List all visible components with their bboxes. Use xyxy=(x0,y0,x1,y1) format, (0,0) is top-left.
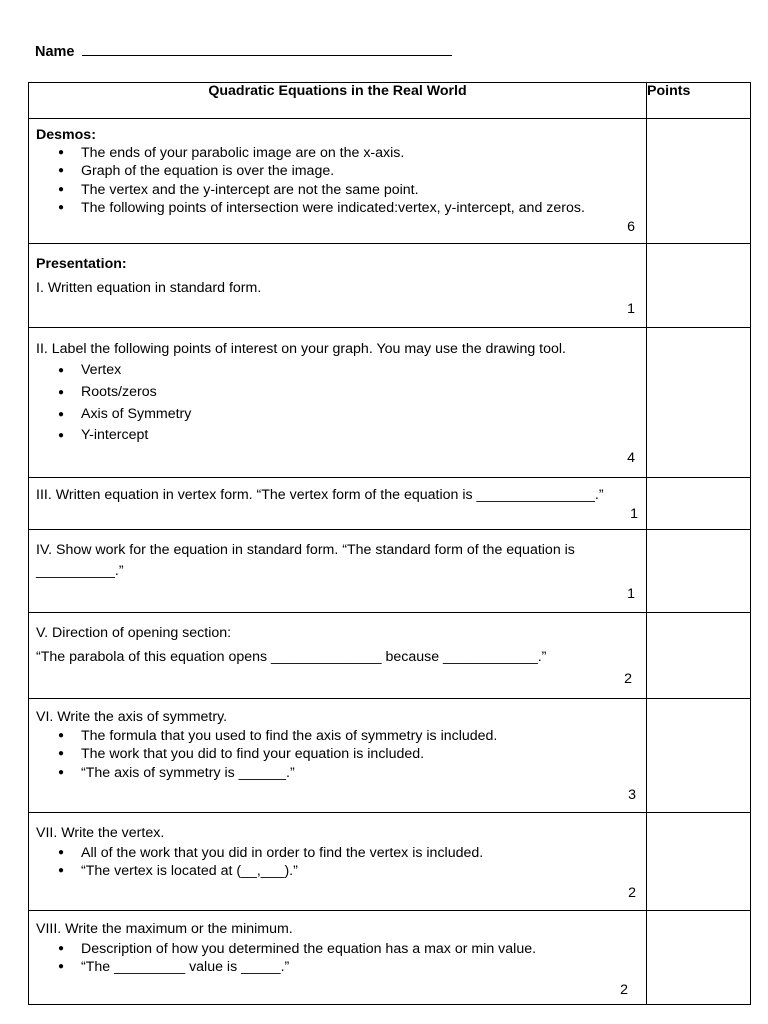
section-title: Presentation: xyxy=(36,256,127,272)
name-blank[interactable] xyxy=(82,41,452,56)
points-value: 2 xyxy=(628,885,636,901)
criterion-text: VIII. Write the maximum or the minimum. xyxy=(36,921,293,937)
name-field xyxy=(35,41,452,60)
table-header-row xyxy=(29,83,751,119)
points-cell[interactable] xyxy=(647,328,751,478)
rubric-table xyxy=(28,82,751,1005)
list-item: ● “The axis of symmetry is ______.” xyxy=(81,764,636,782)
standard-form-section xyxy=(29,530,646,612)
label-points-section xyxy=(29,328,646,477)
presentation-section xyxy=(29,244,646,327)
table-row xyxy=(29,911,751,1005)
points-cell[interactable] xyxy=(647,244,751,328)
criterion-text: IV. Show work for the equation in standard form. “The standard form of the equation is xyxy=(36,542,575,558)
list-item: ● Roots/zeros xyxy=(81,382,636,404)
direction-section xyxy=(29,613,646,698)
list-item: ● Graph of the equation is over the image. xyxy=(81,162,636,180)
table-row xyxy=(29,119,751,244)
list-item: ● The ends of your parabolic image are on the x-axis. xyxy=(81,144,636,162)
bullet-list xyxy=(36,144,636,217)
bullet-list xyxy=(36,727,636,782)
list-item: ● All of the work that you did in order to find the vertex is included. xyxy=(81,844,636,862)
points-value: 2 xyxy=(624,671,632,687)
table-row xyxy=(29,244,751,328)
list-item: ● The following points of intersection were indicated:vertex, y-intercept, and zeros. xyxy=(81,199,636,217)
desmos-section xyxy=(29,119,646,243)
criterion-text: II. Label the following points of interest on your graph. You may use the drawing tool. xyxy=(36,341,567,357)
points-value: 1 xyxy=(627,301,635,317)
list-item: ● Axis of Symmetry xyxy=(81,404,636,426)
points-cell[interactable] xyxy=(647,613,751,699)
criterion-text: __________.” xyxy=(36,563,124,579)
points-header: Points xyxy=(647,83,751,119)
table-row xyxy=(29,530,751,613)
criterion-text: “The parabola of this equation opens ______________ because ____________.” xyxy=(36,649,547,665)
criterion-text: III. Written equation in vertex form. “The vertex form of the equation is _______________.” xyxy=(36,487,604,503)
table-row xyxy=(29,699,751,813)
list-item: ● The formula that you used to find the axis of symmetry is included. xyxy=(81,727,636,745)
points-value: 6 xyxy=(627,219,635,235)
criterion-text: V. Direction of opening section: xyxy=(36,625,232,641)
bullet-list xyxy=(36,360,636,447)
bullet-list xyxy=(36,940,636,977)
table-row xyxy=(29,813,751,911)
vertex-section xyxy=(29,813,646,910)
table-row xyxy=(29,328,751,478)
list-item: ● “The _________ value is _____.” xyxy=(81,958,636,976)
criterion-text: I. Written equation in standard form. xyxy=(36,280,262,296)
points-cell[interactable] xyxy=(647,530,751,613)
name-label: Name xyxy=(35,44,75,60)
list-item: ● Y-intercept xyxy=(81,425,636,447)
section-title: Desmos: xyxy=(36,127,96,143)
points-value: 4 xyxy=(627,450,635,466)
criterion-text: VII. Write the vertex. xyxy=(36,825,165,841)
points-cell[interactable] xyxy=(647,911,751,1005)
points-value: 1 xyxy=(630,506,638,522)
points-cell[interactable] xyxy=(647,813,751,911)
table-row xyxy=(29,478,751,530)
points-cell[interactable] xyxy=(647,478,751,530)
list-item: ● “The vertex is located at (__,___).” xyxy=(81,862,636,880)
points-cell[interactable] xyxy=(647,119,751,244)
list-item: ● Description of how you determined the equation has a max or min value. xyxy=(81,940,636,958)
points-value: 1 xyxy=(627,586,635,602)
points-cell[interactable] xyxy=(647,699,751,813)
vertex-form-section xyxy=(29,478,646,529)
maxmin-section xyxy=(29,911,646,1004)
axis-section xyxy=(29,699,646,812)
list-item: ● The work that you did to find your equation is included. xyxy=(81,745,636,763)
list-item: ● The vertex and the y-intercept are not the same point. xyxy=(81,181,636,199)
bullet-list xyxy=(36,844,636,881)
points-value: 2 xyxy=(620,982,628,998)
list-item: ● Vertex xyxy=(81,360,636,382)
criterion-text: VI. Write the axis of symmetry. xyxy=(36,709,228,725)
table-row xyxy=(29,613,751,699)
table-title: Quadratic Equations in the Real World xyxy=(29,83,647,119)
points-value: 3 xyxy=(628,787,636,803)
